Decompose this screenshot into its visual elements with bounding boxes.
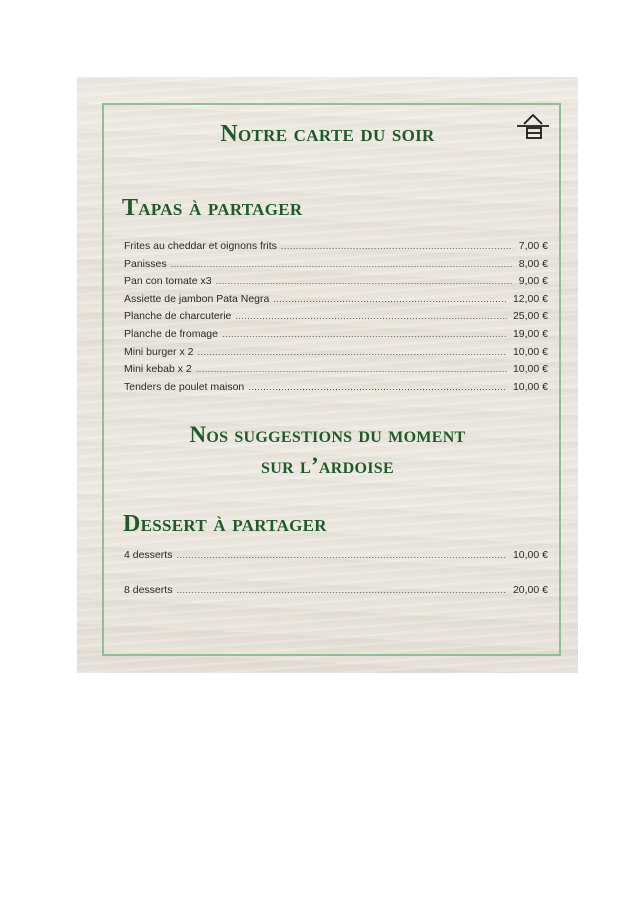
item-price: 10,00 € [512, 549, 548, 561]
list-item [124, 258, 548, 276]
list-item [124, 381, 548, 399]
suggestions-heading [77, 419, 578, 481]
list-item [124, 310, 548, 328]
menu-title: Notre carte du soir [220, 121, 435, 147]
dot-leader [171, 259, 513, 269]
dot-leader [235, 311, 507, 321]
dot-leader [222, 329, 507, 339]
tapas-heading: Tapas à partager [122, 195, 303, 221]
list-item [124, 363, 548, 381]
dessert-heading: Dessert à partager [123, 511, 327, 537]
item-price: 12,00 € [512, 292, 548, 305]
item-price: 8,00 € [518, 257, 548, 270]
item-price: 7,00 € [518, 240, 548, 252]
list-item [124, 293, 548, 311]
item-price: 10,00 € [512, 363, 548, 376]
list-item [124, 549, 548, 584]
item-name: Planche de charcuterie [124, 310, 232, 323]
item-price: 9,00 € [518, 275, 548, 288]
item-price: 25,00 € [512, 310, 548, 323]
item-name: Pan con tomate x3 [124, 275, 212, 288]
dot-leader [176, 550, 507, 560]
dot-leader [281, 241, 513, 251]
item-price: 10,00 € [512, 345, 548, 358]
suggestions-line-1: Nos suggestions du moment [189, 422, 466, 447]
list-item [124, 328, 548, 346]
item-name: Mini burger x 2 [124, 345, 194, 358]
item-name: Planche de fromage [124, 327, 218, 340]
item-name: Assiette de jambon Pata Negra [124, 292, 270, 305]
dot-leader [216, 276, 513, 286]
item-price: 19,00 € [512, 327, 548, 340]
tapas-list [124, 240, 548, 398]
suggestions-line-2: sur l’ardoise [261, 453, 394, 478]
item-name: Tenders de poulet maison [124, 380, 245, 393]
list-item [124, 240, 548, 258]
dot-leader [248, 382, 507, 392]
item-name: 8 desserts [124, 584, 173, 596]
item-name: 4 desserts [124, 549, 173, 561]
dot-leader [196, 364, 507, 374]
item-price: 20,00 € [512, 584, 548, 596]
list-item [124, 275, 548, 293]
dessert-list [124, 549, 548, 619]
item-name: Mini kebab x 2 [124, 363, 192, 376]
list-item [124, 584, 548, 619]
list-item [124, 346, 548, 364]
item-price: 10,00 € [512, 380, 548, 393]
menu-sheet [77, 77, 578, 673]
dot-leader [273, 294, 507, 304]
dot-leader [176, 585, 507, 595]
item-name: Panisses [124, 257, 167, 270]
item-name: Frites au cheddar et oignons frits [124, 240, 277, 252]
dot-leader [197, 347, 507, 357]
